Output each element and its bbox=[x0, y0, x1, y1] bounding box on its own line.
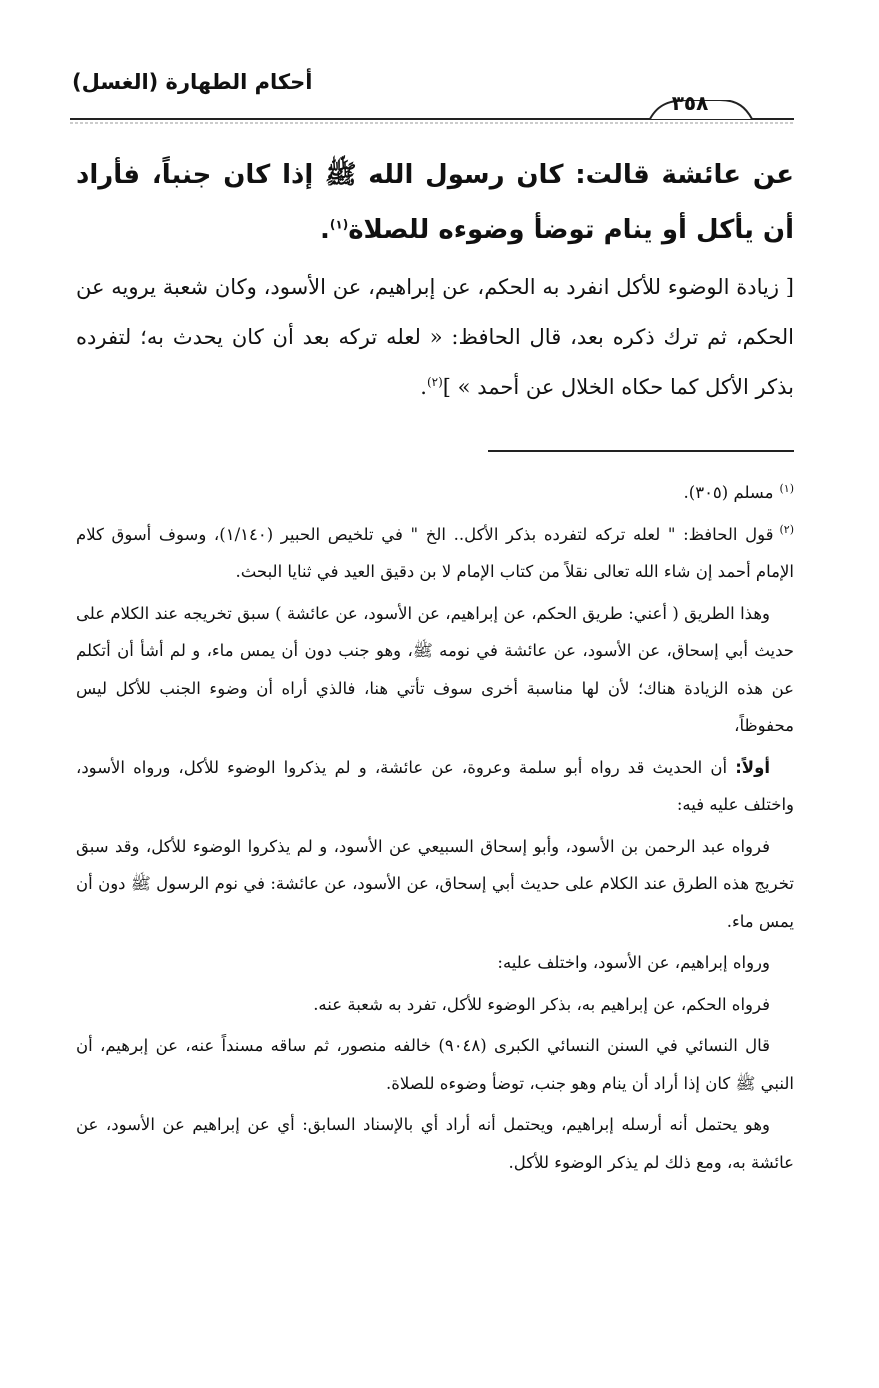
paragraph bbox=[76, 1027, 794, 1102]
paragraph-text: أن الحديث قد رواه أبو سلمة وعروة، عن عائشة، و لم يذكروا الوضوء للأكل، ورواه الأسود، واختلف عليه فيه: bbox=[76, 757, 794, 814]
paragraph bbox=[76, 828, 794, 941]
page-number: ٣٥٨ bbox=[671, 91, 709, 115]
paragraph bbox=[76, 986, 794, 1024]
footnote-separator bbox=[488, 450, 794, 452]
paragraph-text: ورواه إبراهيم، عن الأسود، واختلف عليه: bbox=[497, 953, 770, 972]
footnotes-area bbox=[76, 474, 794, 1185]
paragraph bbox=[76, 749, 794, 824]
paragraph bbox=[76, 944, 794, 982]
hadith-body: عن عائشة قالت: كان رسول الله ﷺ إذا كان جنباً، فأراد أن يأكل أو ينام توضأ وضوءه للصلاة bbox=[76, 160, 794, 245]
footnote-ref-1[interactable]: (١) bbox=[329, 217, 349, 232]
commentary-end: . bbox=[420, 375, 427, 399]
footnote-text: مسلم (٣٠٥). bbox=[683, 483, 774, 502]
hadith-text bbox=[76, 148, 794, 258]
footnote-1 bbox=[76, 474, 794, 512]
hadith-end: . bbox=[320, 215, 330, 245]
footnote-2 bbox=[76, 516, 794, 591]
commentary-bracket bbox=[76, 262, 794, 412]
paragraph-text: فرواه الحكم، عن إبراهيم به، بذكر الوضوء للأكل، تفرد به شعبة عنه. bbox=[313, 994, 770, 1014]
footnote-number: (٢) bbox=[779, 523, 794, 536]
footnote-text: قول الحافظ: " لعله تركه لتفرده بذكر الأكل.. الخ " في تلخيص الحبير (١/١٤٠)، وسوف أسوق كلام الإمام أحمد إن شاء الله تعالى نقلاً من كتاب الإمام لا بن دقيق العيد في ثنايا البحث. bbox=[76, 524, 794, 581]
paragraph bbox=[76, 1106, 794, 1181]
paragraph-text: قال النسائي في السنن النسائي الكبرى (٩٠٤٨) خالفه منصور، ثم ساقه مسنداً عنه، عن إبرهيم، أن النبي ﷺ كان إذا أراد أن ينام وهو جنب، توضأ وضوءه للصلاة. bbox=[76, 1036, 794, 1093]
paragraph bbox=[76, 595, 794, 745]
commentary-body: [ زيادة الوضوء للأكل انفرد به الحكم، عن إبراهيم، عن الأسود، وكان شعبة يرويه عن الحكم، ثم ترك ذكره بعد، قال الحافظ: « لعله تركه بعد أن كان يحدث به؛ لتفرده بذكر الأكل كما حكاه الخلال عن أحمد » ] bbox=[76, 275, 794, 399]
footnote-number: (١) bbox=[779, 481, 794, 495]
paragraph-lead: أولاً: bbox=[735, 757, 770, 777]
paragraph-text: وهو يحتمل أنه أرسله إبراهيم، ويحتمل أنه أراد أي بالإسناد السابق: أي عن إبراهيم عن الأسود، عن عائشة به، ومع ذلك لم يذكر الوضوء للأكل. bbox=[76, 1115, 794, 1172]
running-header-title: أحكام الطهارة (الغسل) bbox=[72, 70, 313, 94]
footnote-ref-2[interactable]: (٢) bbox=[426, 375, 443, 389]
paragraph-text: وهذا الطريق ( أعني: طريق الحكم، عن إبراهيم، عن الأسود، عن عائشة ) سبق تخريجه عند الكلام على حديث أبي إسحاق، عن الأسود، عن عائشة في نومه ﷺ، وهو جنب دون أن يمس ماء، و لم أشأ أن أتكلم عن هذه الزيادة هناك؛ لأن لها مناسبة أخرى سوف تأتي هنا، فالذي أراه أن وضوء الجنب للأكل ليس محفوظاً، bbox=[76, 603, 794, 735]
paragraph-text: فرواه عبد الرحمن بن الأسود، وأبو إسحاق السبيعي عن الأسود، و لم يذكروا الوضوء للأكل، وقد سبق تخريج هذه الطرق عند الكلام على حديث أبي إسحاق، عن الأسود، عن عائشة: في نوم الرسول ﷺ دون أن يمس ماء. bbox=[76, 836, 794, 931]
